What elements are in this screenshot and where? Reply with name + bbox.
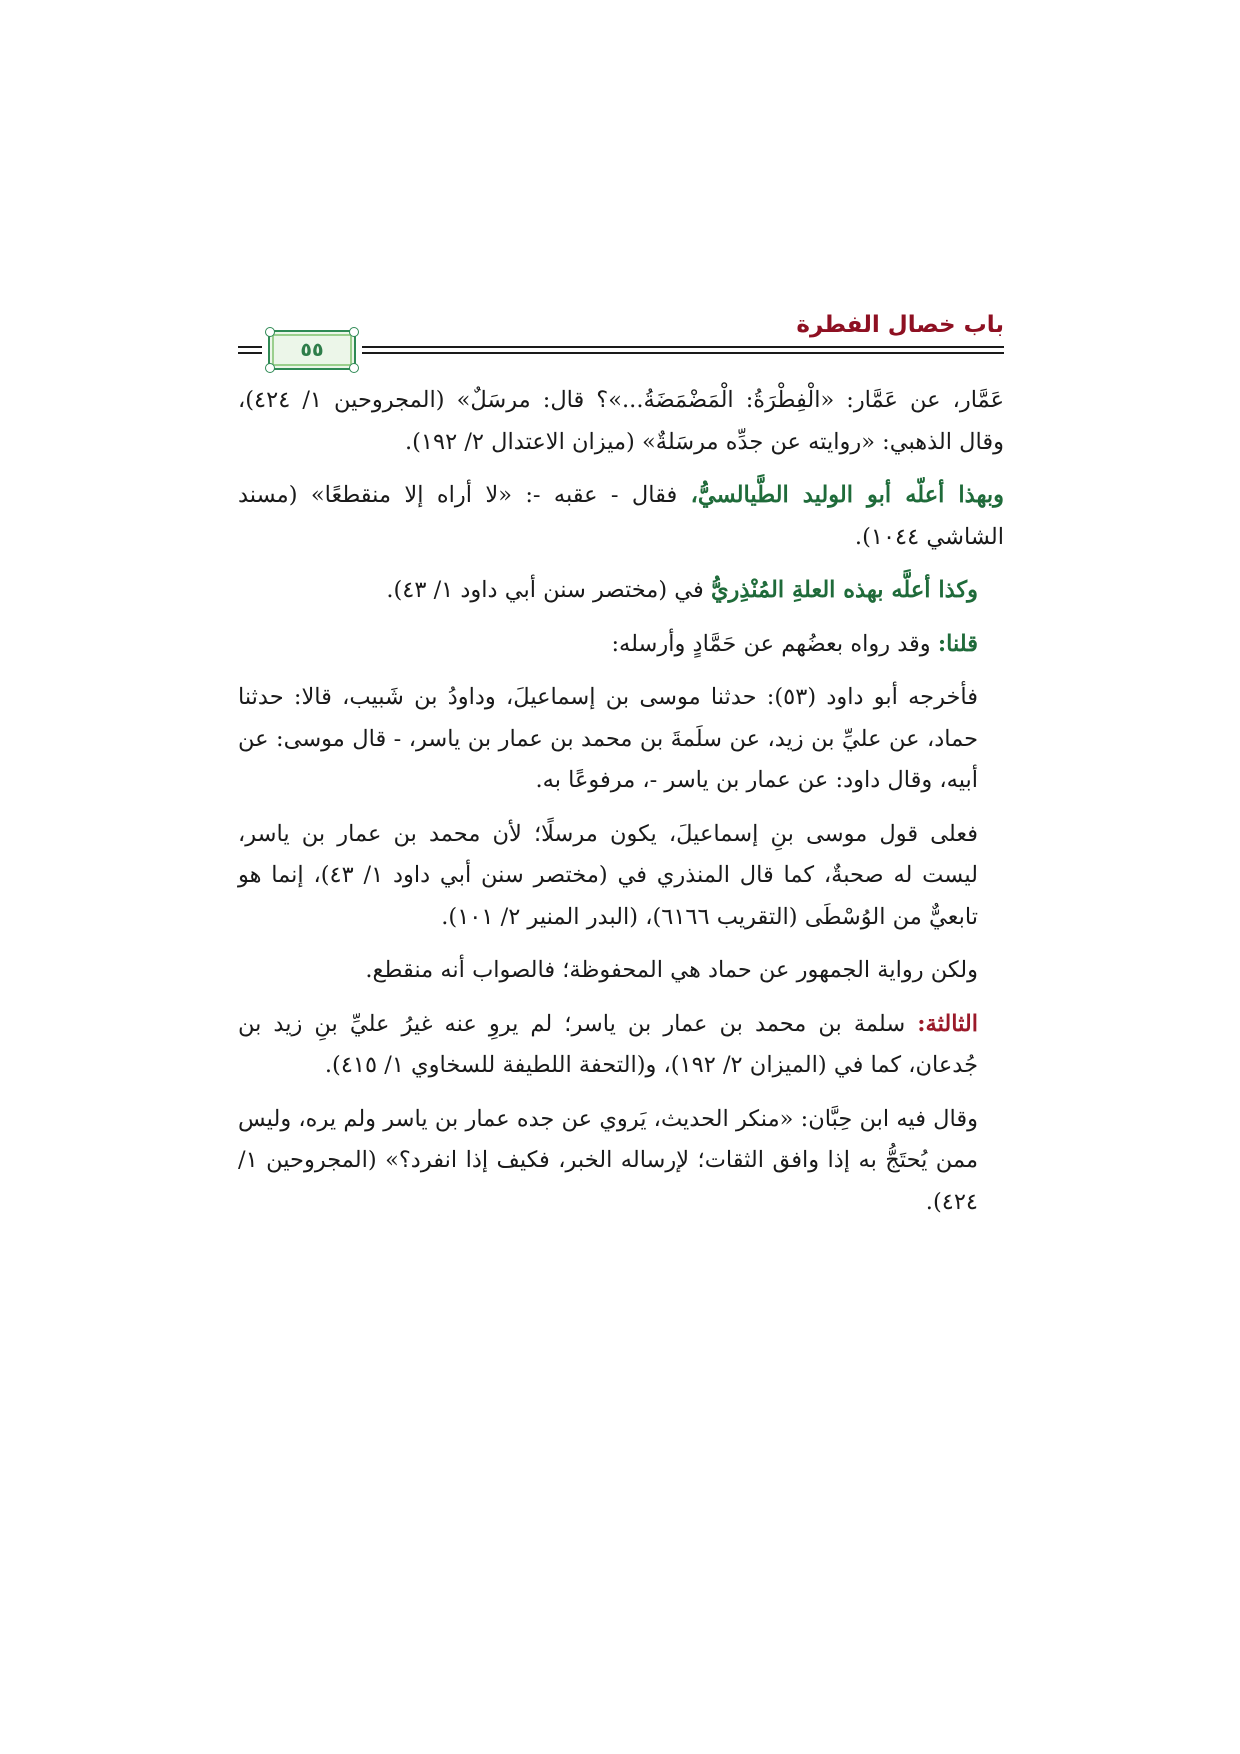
paragraph-8-label: الثالثة: — [917, 1010, 978, 1037]
paragraph-6: فعلى قول موسى بنِ إسماعيلَ، يكون مرسلًا؛ لأن محمد بن عمار بن ياسر، ليست له صحبةٌ، كما قال المنذري في (مختصر سنن أبي داود ١/ ٤٣)، إنما هو تابعيٌّ من الوُسْطَى (التقريب ٦١٦٦)، (البدر المنير ٢/ ١٠١). — [238, 820, 978, 930]
page-header — [238, 300, 1004, 380]
paragraph-8 — [238, 1004, 1004, 1087]
paragraph-3-text: في (مختصر سنن أبي داود ١/ ٤٣). — [386, 577, 711, 603]
chapter-title: باب خصال الفطرة — [796, 312, 1004, 338]
ornament-icon — [265, 363, 275, 373]
paragraph-4 — [238, 624, 1004, 666]
paragraph-4-label: قلنا: — [937, 630, 978, 657]
paragraph-2-text: فقال - عقبه -: «لا أراه إلا منقطعًا» (مسند الشاشي ١٠٤٤). — [238, 482, 1004, 550]
paragraph-4-text: وقد رواه بعضُهم عن حَمَّادٍ وأرسله: — [611, 630, 938, 657]
header-rule-left-bottom — [238, 352, 262, 354]
paragraph-2 — [238, 475, 1004, 558]
page-number: ٥٥ — [300, 339, 324, 361]
ornament-icon — [349, 363, 359, 373]
paragraph-9: وقال فيه ابن حِبَّان: «منكر الحديث، يَروي عن جده عمار بن ياسر ولم يره، وليس ممن يُحتَجُّ به إذا وافق الثقات؛ لإرساله الخبر، فكيف إذا انفرد؟» (المجروحين ١/ ٤٢٤). — [238, 1105, 978, 1215]
document-page — [238, 300, 1004, 1235]
paragraph-1: عَمَّار، عن عَمَّار: «الْفِطْرَةُ: الْمَضْمَضَةُ...»؟ قال: مرسَلٌ» (المجروحين ١/ ٤٢٤)، وقال الذهبي: «روايته عن جدِّه مرسَلةٌ» (ميزان الاعتدال ٢/ ١٩٢). — [238, 387, 1004, 455]
paragraph-2-lead: وبهذا أعلّه أبو الوليد الطَّيالسيُّ، — [690, 482, 1004, 508]
paragraph-5: فأخرجه أبو داود (٥٣): حدثنا موسى بن إسماعيلَ، وداودُ بن شَبيب، قالا: حدثنا حماد، عن عليِّ بن زيد، عن سلَمةَ بن محمد بن عمار بن ياسر، - قال موسى: عن أبيه، وقال داود: عن عمار بن ياسر -، مرفوعًا به. — [238, 684, 979, 793]
header-rule-bottom — [362, 352, 1004, 354]
ornament-icon — [265, 327, 275, 337]
header-rule-top — [362, 346, 1004, 348]
header-rule-left-top — [238, 346, 262, 348]
paragraph-8-text: سلمة بن محمد بن عمار بن ياسر؛ لم يروِ عنه غيرُ عليِّ بنِ زيد بن جُدعان، كما في (الميزان ٢/ ١٩٢)، و(التحفة اللطيفة للسخاوي ١/ ٤١٥). — [238, 1010, 978, 1078]
paragraph-3 — [238, 570, 1004, 612]
page-number-badge — [268, 330, 356, 370]
paragraph-3-lead: وكذا أعلَّه بهذه العلةِ المُنْذِريُّ — [710, 577, 978, 603]
ornament-icon — [349, 327, 359, 337]
paragraph-7: ولكن رواية الجمهور عن حماد هي المحفوظة؛ فالصواب أنه منقطع. — [365, 957, 978, 983]
